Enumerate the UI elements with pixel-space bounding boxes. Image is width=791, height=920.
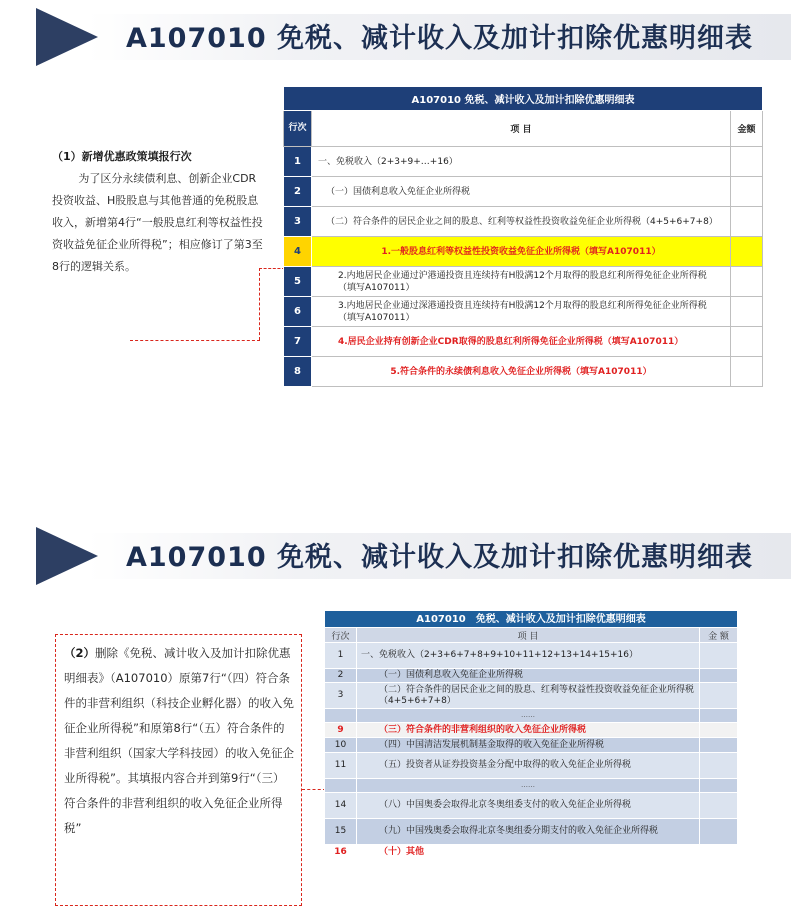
col-header-row-no: 行次 [325,628,357,643]
row-number: 3 [325,683,357,709]
table-row [284,327,763,357]
table-row [284,297,763,327]
amount-cell[interactable] [700,793,738,819]
row-number: 9 [325,723,357,738]
connector-underline [130,340,260,341]
row-item: 2.内地居民企业通过沪港通投资且连续持有H股满12个月取得的股息红利所得免征企业所得税（填写A107011） [312,267,731,297]
amount-cell[interactable] [700,683,738,709]
ellipsis: …… [357,709,700,723]
table-row [284,357,763,387]
row-item: （一）国债利息收入免征企业所得税 [312,177,731,207]
slide1-heading: （1）新增优惠政策填报行次 [52,150,192,163]
row-item: （三）符合条件的非营利组织的收入免征企业所得税 [357,723,700,738]
amount-cell[interactable] [731,147,763,177]
connector-line [259,268,285,269]
amount-cell[interactable] [700,643,738,669]
row-item: （一）国债利息收入免征企业所得税 [357,669,700,683]
table-row [325,845,738,860]
note-lead: （2） [64,646,96,660]
table-row-highlighted [284,237,763,267]
row-item: （四）中国清洁发展机制基金取得的收入免征企业所得税 [357,738,700,753]
slide2-title: A107010 免税、减计收入及加计扣除优惠明细表 [126,542,754,573]
table-row [325,819,738,845]
slide2-table [324,610,738,860]
amount-cell[interactable] [731,357,763,387]
ellipsis: …… [357,779,700,793]
amount-cell[interactable] [700,723,738,738]
row-item: （九）中国残奥委会取得北京冬奥组委分期支付的收入免征企业所得税 [357,819,700,845]
row-item: 4.居民企业持有创新企业CDR取得的股息红利所得免征企业所得税（填写A107011） [312,327,731,357]
amount-cell[interactable] [700,738,738,753]
amount-cell[interactable] [731,177,763,207]
amount-cell[interactable] [700,845,738,860]
amount-cell[interactable] [700,753,738,779]
table-caption: A107010 免税、减计收入及加计扣除优惠明细表 [284,87,763,111]
amount-cell[interactable] [700,819,738,845]
row-item: （二）符合条件的居民企业之间的股息、红利等权益性投资收益免征企业所得税（4+5+6+7+8） [312,207,731,237]
slide2-header [0,525,791,587]
row-number: 1 [325,643,357,669]
row-number: 2 [284,177,312,207]
table-row [284,177,763,207]
row-number: 4 [284,237,312,267]
slide1-paragraph: 为了区分永续债利息、创新企业CDR投资收益、H股股息与其他普通的免税股息收入，新增第4行“一般股息红利等权益性投资收益免征企业所得税”；相应修订了第3至8行的逻辑关系。 [52,172,263,273]
slide1-table [283,86,763,387]
row-item: （十）其他 [357,845,700,860]
amount-cell[interactable] [731,207,763,237]
table-row [325,683,738,709]
row-number: 6 [284,297,312,327]
table-row [284,207,763,237]
col-header-row-no: 行次 [284,111,312,147]
amount-cell[interactable] [731,327,763,357]
row-item: （八）中国奥委会取得北京冬奥组委支付的收入免征企业所得税 [357,793,700,819]
row-number: 1 [284,147,312,177]
col-header-amount: 金 额 [700,628,738,643]
row-number: 10 [325,738,357,753]
row-item: 3.内地居民企业通过深港通投资且连续持有H股满12个月取得的股息红利所得免征企业所得税（填写A107011） [312,297,731,327]
amount-cell[interactable] [731,297,763,327]
amount-cell[interactable] [731,237,763,267]
row-item: 一、免税收入（2+3+9+…+16） [312,147,731,177]
amount-cell[interactable] [700,669,738,683]
row-item: （二）符合条件的居民企业之间的股息、红利等权益性投资收益免征企业所得税（4+5+6+7+8） [357,683,700,709]
row-number: 14 [325,793,357,819]
table-row [325,643,738,669]
col-header-item: 项 目 [357,628,700,643]
connector-line [302,789,326,790]
row-number: 15 [325,819,357,845]
header-arrow-icon [36,527,98,585]
table-row [325,738,738,753]
table-row [325,793,738,819]
amount-cell[interactable] [731,267,763,297]
slide1-title: A107010 免税、减计收入及加计扣除优惠明细表 [126,23,754,54]
row-item: （五）投资者从证券投资基金分配中取得的收入免征企业所得税 [357,753,700,779]
col-header-amount: 金额 [731,111,763,147]
connector-line [259,268,260,340]
slide2-note-box [55,634,302,906]
col-header-item: 项 目 [312,111,731,147]
row-number: 11 [325,753,357,779]
header-arrow-icon [36,8,98,66]
table-caption: A107010 免税、减计收入及加计扣除优惠明细表 [325,611,738,628]
table-row [284,267,763,297]
row-item: 1.一般股息红利等权益性投资收益免征企业所得税（填写A107011） [312,237,731,267]
row-number: 8 [284,357,312,387]
table-row [325,669,738,683]
row-number: 3 [284,207,312,237]
table-row [325,753,738,779]
row-number: 5 [284,267,312,297]
row-item: 一、免税收入（2+3+6+7+8+9+10+11+12+13+14+15+16） [357,643,700,669]
ellipsis-row [325,779,738,793]
table-row-highlighted [325,723,738,738]
row-number: 7 [284,327,312,357]
row-number: 2 [325,669,357,683]
row-item: 5.符合条件的永续债利息收入免征企业所得税（填写A107011） [312,357,731,387]
slide1-header [0,6,791,68]
table-row [284,147,763,177]
note-text: 删除《免税、减计收入及加计扣除优惠明细表》（A107010）原第7行“（四）符合条件的非营利组织（科技企业孵化器）的收入免征企业所得税”和原第8行“（五）符合条件的非营利组织（国家大学科技园）的收入免征企业所得税”。其填报内容合并到第9行“（三）符合条件的非营利组织的收入免征企业所得税” [64,646,294,835]
ellipsis-row [325,709,738,723]
row-number: 16 [325,845,357,860]
